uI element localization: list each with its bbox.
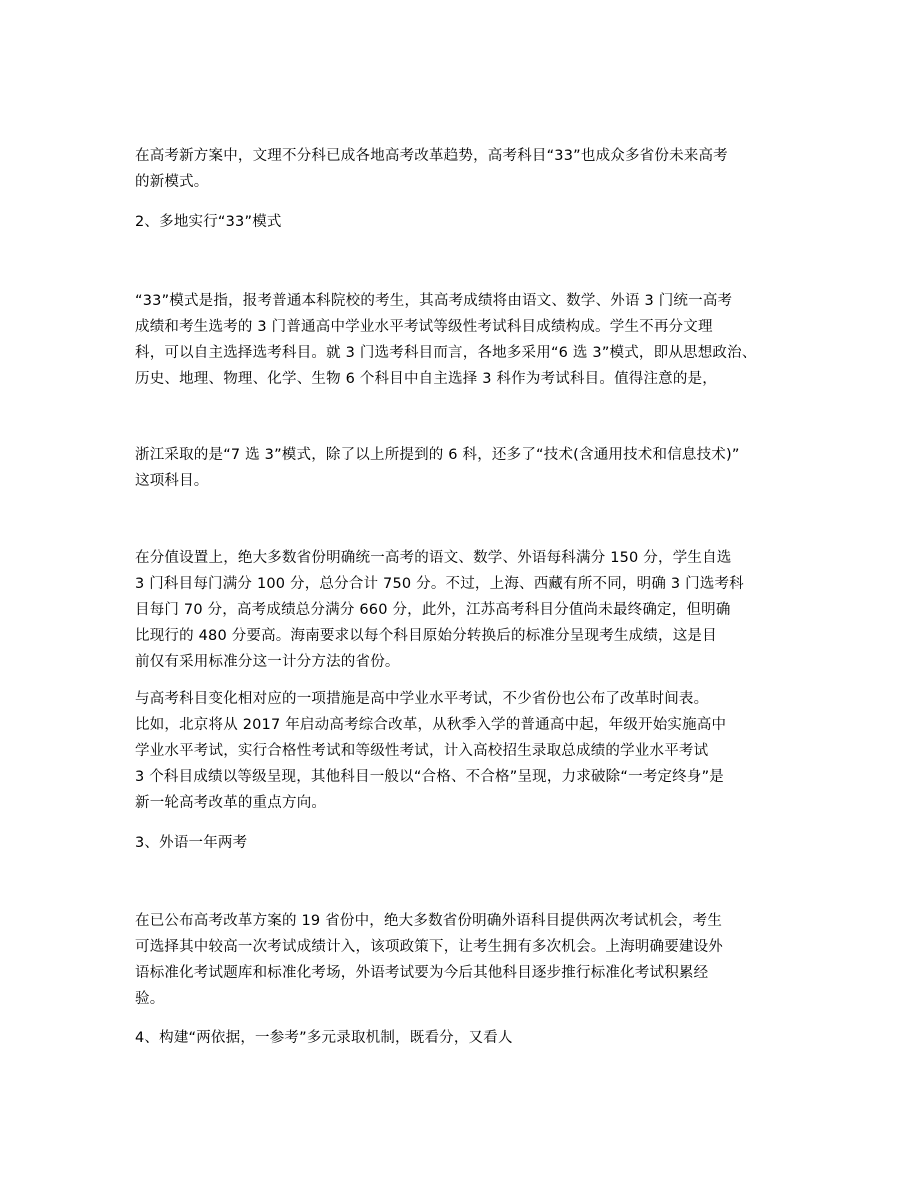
text-line: 比如，北京将从 2017 年启动高考综合改革，从秋季入学的普通高中起，年级开始实施高中 [135, 717, 727, 733]
text-line: 3 个科目成绩以等级呈现，其他科目一般以“合格、不合格”呈现，力求破除“一考定终身”是 [135, 769, 724, 785]
text-line: 验。 [135, 991, 165, 1007]
text-line: 这项科目。 [135, 473, 209, 489]
section-heading-2: 2、多地实行“33”模式 [135, 214, 282, 230]
text-line: “33”模式是指，报考普通本科院校的考生，其高考成绩将由语文、数学、外语 3 门统一高考 [135, 293, 733, 309]
text-line: 科，可以自主选择选考科目。就 3 门选考科目而言，各地多采用“6 选 3”模式，即从思想政治、 [135, 345, 757, 361]
text-line: 历史、地理、物理、化学、生物 6 个科目中自主选择 3 科作为考试科目。值得注意的是， [135, 371, 717, 387]
paragraph-foreign-language [135, 908, 795, 1012]
text-line: 可选择其中较高一次考试成绩计入，该项政策下，让考生拥有多次机会。上海明确要建设外 [135, 939, 723, 955]
text-line: 与高考科目变化相对应的一项措施是高中学业水平考试，不少省份也公布了改革时间表。 [135, 691, 709, 707]
paragraph-33-mode [135, 288, 795, 392]
text-line: 学业水平考试，实行合格性考试和等级性考试，计入高校招生录取总成绩的学业水平考试 [135, 743, 709, 759]
text-line: 比现行的 480 分要高。海南要求以每个科目原始分转换后的标准分呈现考生成绩，这是目 [135, 628, 717, 644]
text-line: 在已公布高考改革方案的 19 省份中，绝大多数省份明确外语科目提供两次考试机会，考生 [135, 913, 723, 929]
text-line: 成绩和考生选考的 3 门普通高中学业水平考试等级性考试科目成绩构成。学生不再分文理 [135, 319, 713, 335]
text-line: 的新模式。 [135, 174, 209, 190]
paragraph-proficiency-exam [135, 686, 795, 816]
paragraph-zhejiang [135, 442, 795, 494]
paragraph-scores [135, 545, 795, 675]
section-heading-3: 3、外语一年两考 [135, 835, 248, 851]
text-line: 语标准化考试题库和标准化考场，外语考试要为今后其他科目逐步推行标准化考试积累经 [135, 965, 709, 981]
text-line: 目每门 70 分，高考成绩总分满分 660 分，此外，江苏高考科目分值尚未最终确定，但明确 [135, 602, 731, 618]
text-line: 在高考新方案中，文理不分科已成各地高考改革趋势，高考科目“33”也成众多省份未来高考 [135, 148, 728, 164]
text-line: 浙江采取的是“7 选 3”模式，除了以上所提到的 6 科，还多了“技术(含通用技术和信息技术)” [135, 447, 740, 463]
text-line: 前仅有采用标准分这一计分方法的省份。 [135, 654, 400, 670]
text-line: 在分值设置上，绝大多数省份明确统一高考的语文、数学、外语每科满分 150 分，学生自选 [135, 550, 732, 566]
text-line: 3 门科目每门满分 100 分，总分合计 750 分。不过，上海、西藏有所不同，明确 3 门选考科 [135, 576, 744, 592]
paragraph-intro [135, 143, 795, 195]
section-heading-4: 4、构建“两依据，一参考”多元录取机制，既看分，又看人 [135, 1030, 513, 1046]
text-line: 新一轮高考改革的重点方向。 [135, 795, 327, 811]
